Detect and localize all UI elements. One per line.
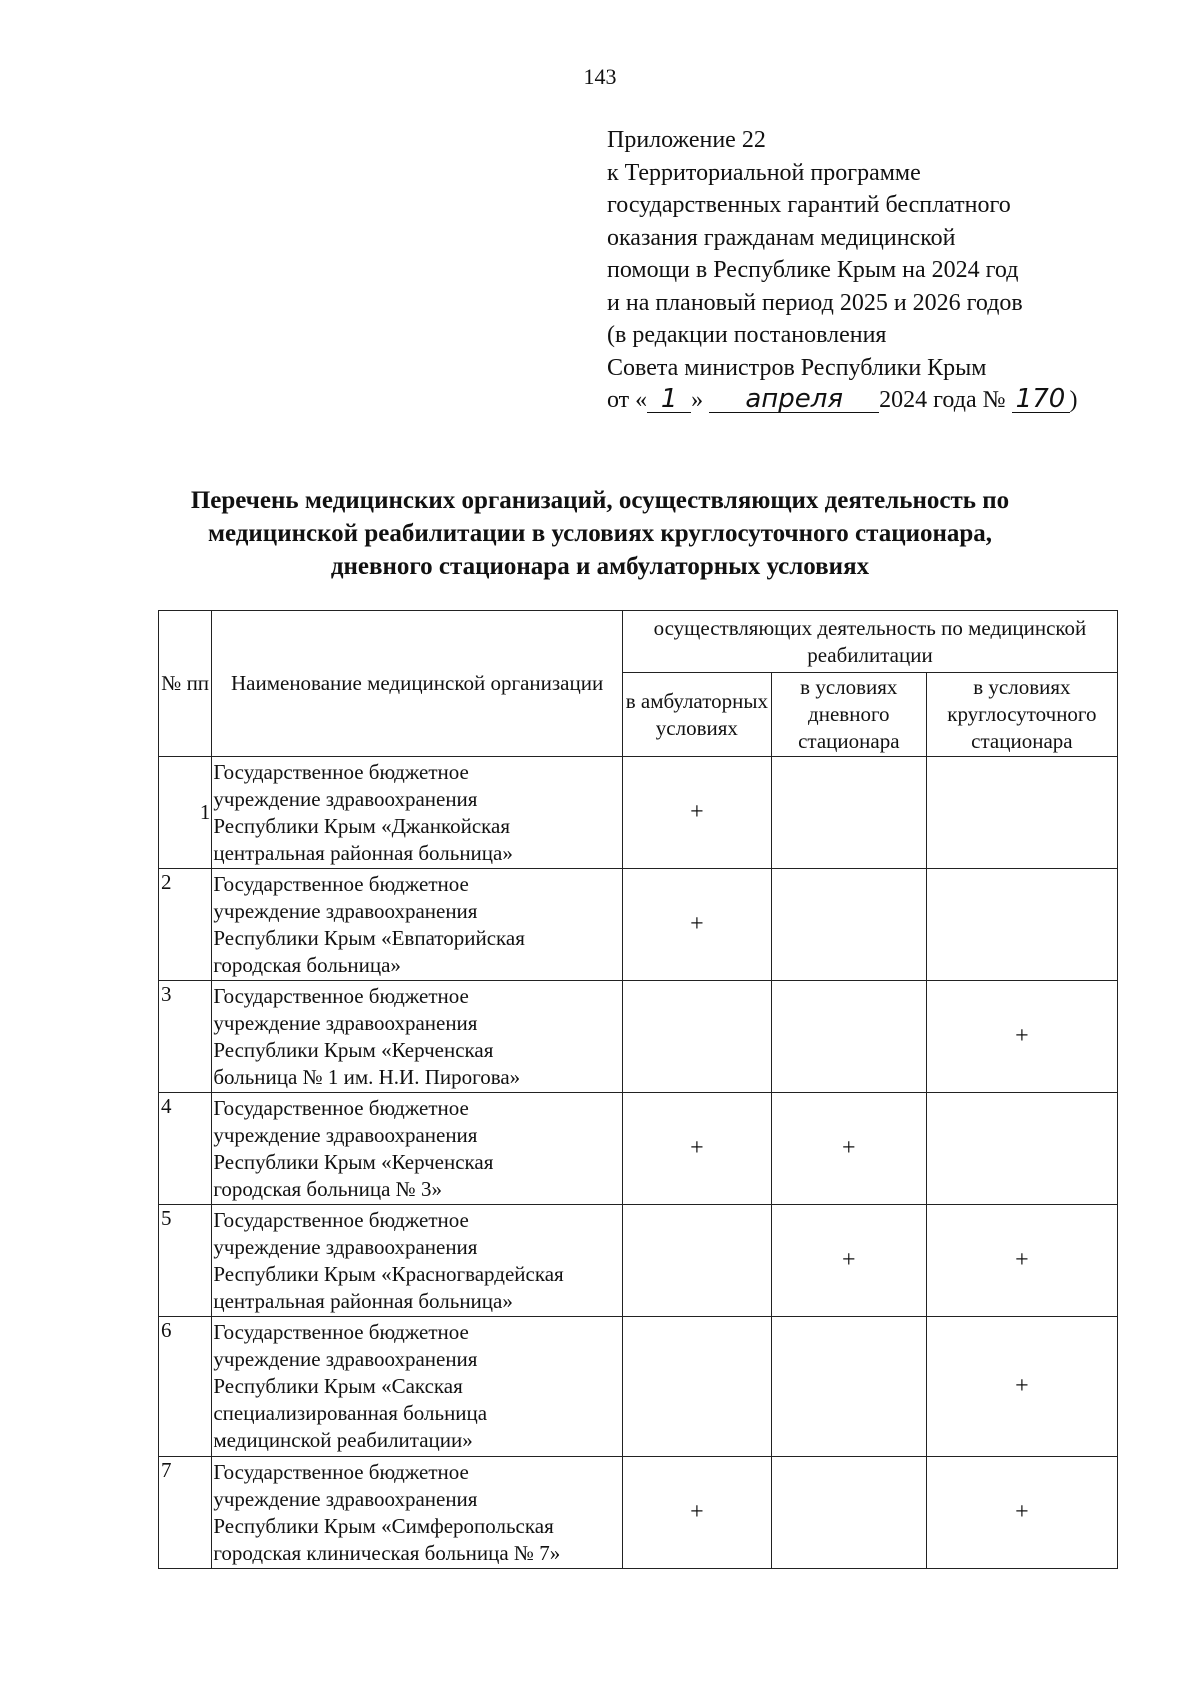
ambulatory-mark — [622, 981, 771, 1093]
organization-name-line: Республики Крым «Керченская — [213, 1037, 494, 1062]
appendix-line: государственных гарантий бесплатного — [607, 192, 1011, 218]
day-hospital-mark — [771, 1317, 926, 1457]
organization-name-line: Республики Крым «Красногвардейская — [213, 1261, 564, 1286]
date-suffix: 2024 года № — [879, 387, 1006, 413]
organization-name-line: Государственное бюджетное — [213, 983, 469, 1008]
organization-name-line: Государственное бюджетное — [213, 1207, 469, 1232]
appendix-line: Приложение 22 — [607, 127, 766, 153]
day-hospital-mark — [771, 1457, 926, 1569]
appendix-line: (в редакции постановления — [607, 322, 887, 348]
organization-name-line: Республики Крым «Джанкойская — [213, 813, 511, 838]
organizations-table — [158, 610, 1118, 1569]
organization-name-line: учреждение здравоохранения — [213, 1010, 478, 1035]
appendix-line: оказания гражданам медицинской — [607, 224, 956, 251]
table-row — [159, 981, 1118, 1093]
organization-name-line: Государственное бюджетное — [213, 759, 469, 784]
organization-name-line: медицинской реабилитации» — [213, 1428, 473, 1452]
ambulatory-mark: + — [622, 1093, 771, 1205]
round-clock-mark — [926, 1093, 1117, 1205]
page-number: 143 — [583, 64, 617, 89]
organization-name-line: Республики Крым «Евпаторийская — [213, 925, 525, 950]
organization-name-line: учреждение здравоохранения — [213, 1234, 478, 1259]
day-hospital-mark — [771, 981, 926, 1093]
appendix-block — [607, 124, 1107, 417]
handwritten-day: 1 — [647, 386, 691, 413]
row-number: 6 — [159, 1317, 212, 1457]
organization-name-line: Государственное бюджетное — [213, 1095, 469, 1120]
organization-name — [212, 1457, 623, 1569]
organization-name — [212, 757, 623, 869]
header-ambulatory: в амбулаторных условиях — [622, 673, 771, 757]
title-line: Перечень медицинских организаций, осуществляющих деятельность по — [190, 487, 1010, 514]
row-number: 4 — [159, 1093, 212, 1205]
organization-name-line: больница № 1 им. Н.И. Пирогова» — [213, 1064, 521, 1089]
row-number: 5 — [159, 1205, 212, 1317]
organization-name-line: учреждение здравоохранения — [213, 1347, 478, 1371]
title-line: дневного стационара и амбулаторных условиях — [330, 553, 870, 580]
organization-name — [212, 1317, 623, 1457]
organization-name-line: учреждение здравоохранения — [213, 1122, 478, 1147]
appendix-line: Совета министров Республики Крым — [607, 354, 987, 381]
organization-name-line: учреждение здравоохранения — [213, 1486, 478, 1511]
organization-name-line: Государственное бюджетное — [213, 1459, 469, 1484]
row-number: 2 — [159, 869, 212, 981]
day-hospital-mark — [771, 869, 926, 981]
organization-name-line: центральная районная больница» — [213, 1288, 513, 1313]
header-group: осуществляющих деятельность по медицинской реабилитации — [622, 611, 1117, 673]
round-clock-mark: + — [926, 1457, 1117, 1569]
ambulatory-mark: + — [622, 869, 771, 981]
row-number: 7 — [159, 1457, 212, 1569]
organization-name-line: учреждение здравоохранения — [213, 786, 478, 811]
date-close: ) — [1069, 387, 1078, 413]
round-clock-mark: + — [926, 981, 1117, 1093]
handwritten-number: 170 — [1012, 386, 1070, 413]
round-clock-mark — [926, 869, 1117, 981]
appendix-line: помощи в Республике Крым на 2024 год — [607, 257, 1019, 283]
round-clock-mark: + — [926, 1317, 1117, 1457]
ambulatory-mark — [622, 1205, 771, 1317]
date-mid: » — [691, 387, 704, 413]
row-number: 3 — [159, 981, 212, 1093]
title-line: медицинской реабилитации в условиях круглосуточного стационара, — [207, 520, 993, 547]
header-name: Наименование медицинской организации — [212, 611, 623, 757]
table-row — [159, 1205, 1118, 1317]
organization-name-line: городская больница № 3» — [213, 1176, 442, 1201]
header-round-clock: в условиях круглосуточного стационара — [926, 673, 1117, 757]
organization-name — [212, 1093, 623, 1205]
ambulatory-mark: + — [622, 757, 771, 869]
organization-name-line: Республики Крым «Керченская — [213, 1149, 494, 1174]
document-title — [130, 484, 1070, 583]
handwritten-month: апреля — [709, 386, 879, 413]
organization-name-line: центральная районная больница» — [213, 840, 513, 865]
round-clock-mark — [926, 757, 1117, 869]
organization-name — [212, 1205, 623, 1317]
ambulatory-mark — [622, 1317, 771, 1457]
organization-name-line: городская больница» — [213, 952, 401, 977]
table-row — [159, 1317, 1118, 1457]
table-row — [159, 757, 1118, 869]
table-row — [159, 1093, 1118, 1205]
header-number: № пп — [159, 611, 212, 757]
row-number: 1 — [159, 757, 212, 869]
appendix-line: к Территориальной программе — [607, 159, 921, 186]
date-prefix: от « — [607, 387, 648, 413]
ambulatory-mark: + — [622, 1457, 771, 1569]
organization-name-line: городская клиническая больница № 7» — [213, 1540, 561, 1565]
header-day-hospital: в условиях дневного стационара — [771, 673, 926, 757]
organization-name-line: Республики Крым «Сакская — [213, 1374, 463, 1398]
round-clock-mark: + — [926, 1205, 1117, 1317]
organization-name-line: Государственное бюджетное — [213, 1320, 469, 1344]
day-hospital-mark: + — [771, 1093, 926, 1205]
organization-name-line: Республики Крым «Симферопольская — [213, 1513, 554, 1538]
appendix-line: и на плановый период 2025 и 2026 годов — [607, 289, 1023, 316]
resolution-date-line — [607, 384, 1107, 417]
day-hospital-mark: + — [771, 1205, 926, 1317]
organization-name — [212, 981, 623, 1093]
organization-name-line: Государственное бюджетное — [213, 871, 469, 896]
organization-name — [212, 869, 623, 981]
table-row — [159, 1457, 1118, 1569]
organization-name-line: специализированная больница — [213, 1401, 488, 1425]
organization-name-line: учреждение здравоохранения — [213, 898, 478, 923]
table-row — [159, 869, 1118, 981]
day-hospital-mark — [771, 757, 926, 869]
